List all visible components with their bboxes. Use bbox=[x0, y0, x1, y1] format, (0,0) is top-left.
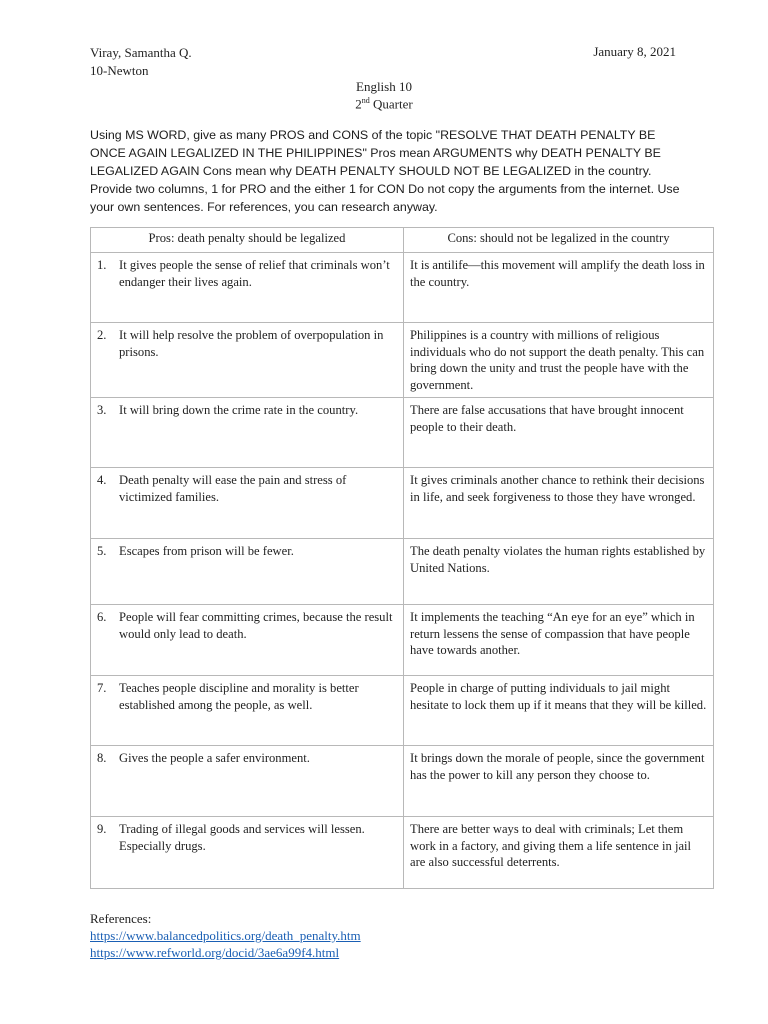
item-number: 5. bbox=[97, 544, 107, 558]
table-row bbox=[91, 817, 714, 889]
quarter-label bbox=[0, 96, 768, 112]
pro-cell bbox=[91, 676, 404, 746]
con-cell: People in charge of putting individuals to jail might hesitate to lock them up if it means that they will be killed. bbox=[404, 676, 714, 746]
student-section: 10-Newton bbox=[90, 63, 149, 78]
table-row bbox=[91, 605, 714, 676]
quarter-text: Quarter bbox=[369, 96, 413, 112]
item-number: 3. bbox=[97, 403, 107, 417]
reference-link-refworld[interactable]: https://www.refworld.org/docid/3ae6a99f4.html bbox=[90, 945, 340, 960]
con-cell: It implements the teaching “An eye for an eye” which in return lessens the sense of compassion that have people have towards another. bbox=[404, 605, 714, 676]
instructions-paragraph: Using MS WORD, give as many PROS and CONS of the topic "RESOLVE THAT DEATH PENALTY BE ONCE AGAIN LEGALIZED IN THE PHILIPPINES" Pros mean ARGUMENTS why DEATH PENALTY BE LEGALIZED AGAIN Cons mean why DEATH PENALTY SHOULD NOT BE LEGALIZED in the country. Provide two columns, 1 for PRO and the either 1 for CON Do not copy the arguments from the internet. Use your own sentences. For references, you can research anyway. bbox=[90, 128, 680, 214]
table-row bbox=[91, 746, 714, 817]
pro-cell bbox=[91, 253, 404, 323]
item-number: 9. bbox=[97, 822, 107, 836]
student-name: Viray, Samantha Q. bbox=[90, 45, 192, 60]
references-label: References: bbox=[90, 911, 152, 926]
pros-cons-table bbox=[90, 227, 714, 889]
con-cell: It is antilife—this movement will amplify the death loss in the country. bbox=[404, 253, 714, 323]
pros-column-header: Pros: death penalty should be legalized bbox=[91, 228, 404, 253]
pro-text: Trading of illegal goods and services will lessen. Especially drugs. bbox=[119, 822, 365, 853]
pro-text: People will fear committing crimes, because the result would only lead to death. bbox=[119, 610, 393, 641]
con-cell: It brings down the morale of people, since the government has the power to kill any person they choose to. bbox=[404, 746, 714, 817]
table-row bbox=[91, 539, 714, 605]
student-info bbox=[90, 44, 192, 80]
pro-text: Death penalty will ease the pain and stress of victimized families. bbox=[119, 473, 347, 504]
pro-cell bbox=[91, 605, 404, 676]
table-row bbox=[91, 398, 714, 468]
item-number: 6. bbox=[97, 610, 107, 624]
con-cell: It gives criminals another chance to rethink their decisions in life, and seek forgiveness to those they have wronged. bbox=[404, 468, 714, 539]
con-cell: There are false accusations that have brought innocent people to their death. bbox=[404, 398, 714, 468]
cons-column-header: Cons: should not be legalized in the country bbox=[404, 228, 714, 253]
pro-cell bbox=[91, 323, 404, 398]
quarter-number: 2 bbox=[355, 96, 362, 112]
item-number: 4. bbox=[97, 473, 107, 487]
pro-cell bbox=[91, 398, 404, 468]
pro-text: Gives the people a safer environment. bbox=[119, 751, 310, 765]
pro-cell bbox=[91, 468, 404, 539]
pro-text: It will bring down the crime rate in the country. bbox=[119, 403, 359, 417]
pro-text: It gives people the sense of relief that criminals won’t endanger their lives again. bbox=[119, 258, 390, 289]
table-row bbox=[91, 676, 714, 746]
item-number: 1. bbox=[97, 258, 107, 272]
pro-cell bbox=[91, 539, 404, 605]
table-row bbox=[91, 468, 714, 539]
table-header-row bbox=[91, 228, 714, 253]
con-cell: The death penalty violates the human rights established by United Nations. bbox=[404, 539, 714, 605]
pro-cell bbox=[91, 817, 404, 889]
pro-text: It will help resolve the problem of overpopulation in prisons. bbox=[119, 328, 384, 359]
item-number: 2. bbox=[97, 328, 107, 342]
pro-text: Escapes from prison will be fewer. bbox=[119, 544, 294, 558]
table-row bbox=[91, 323, 714, 398]
subject-title: English 10 bbox=[356, 79, 412, 94]
pro-text: Teaches people discipline and morality is better established among the people, as well. bbox=[119, 681, 359, 712]
references-section bbox=[90, 910, 361, 961]
table-row bbox=[91, 253, 714, 323]
reference-link-balancedpolitics[interactable]: https://www.balancedpolitics.org/death_penalty.htm bbox=[90, 928, 361, 943]
con-cell: There are better ways to deal with criminals; Let them work in a factory, and giving them a life sentence in jail are also successful deterrents. bbox=[404, 817, 714, 889]
pro-cell bbox=[91, 746, 404, 817]
item-number: 8. bbox=[97, 751, 107, 765]
item-number: 7. bbox=[97, 681, 107, 695]
con-cell: Philippines is a country with millions of religious individuals who do not support the death penalty. This can bring down the unity and trust the people have with the government. bbox=[404, 323, 714, 398]
quarter-ordinal: nd bbox=[361, 96, 370, 105]
document-date: January 8, 2021 bbox=[593, 44, 676, 59]
